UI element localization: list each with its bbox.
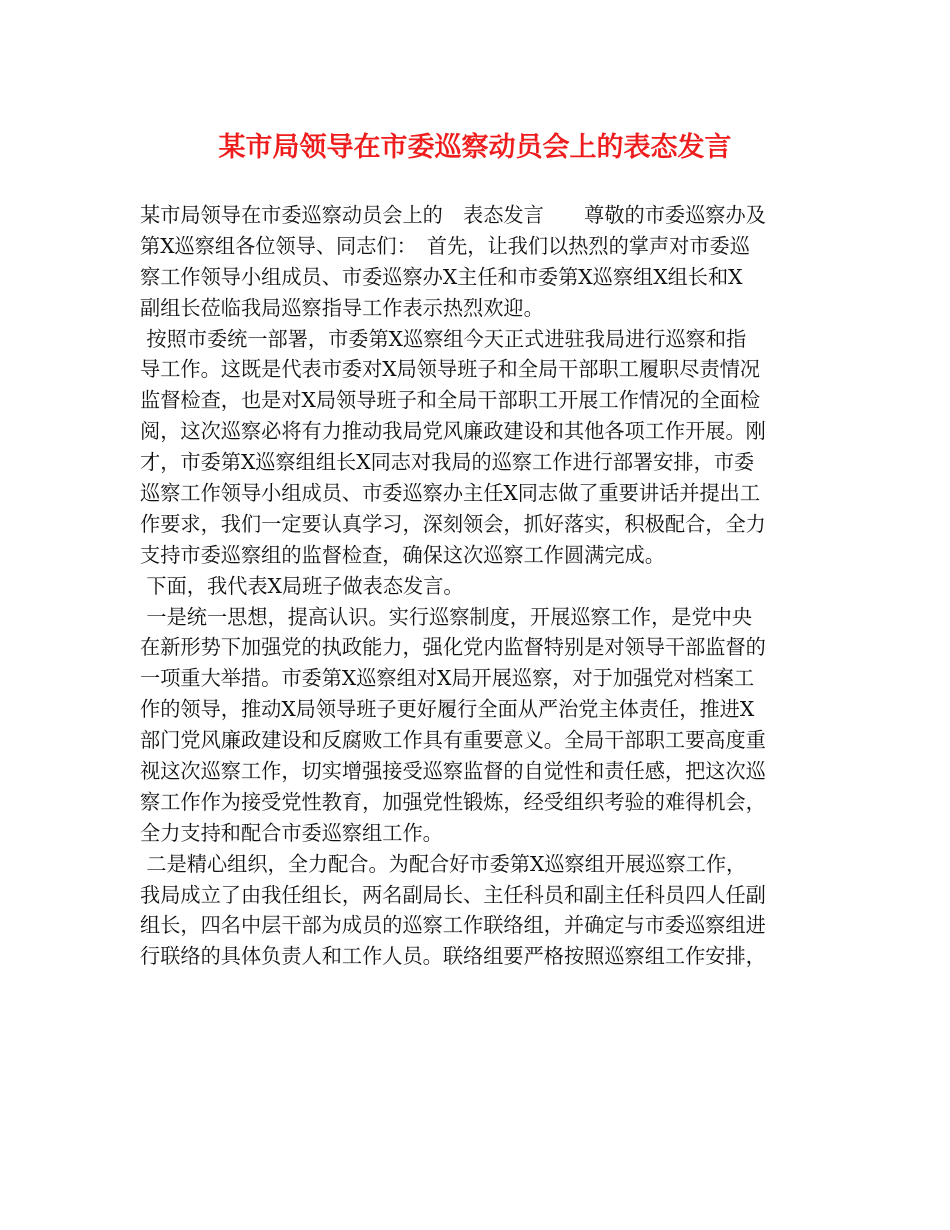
text-line: 部门党风廉政建设和反腐败工作具有重要意义。全局干部职工要高度重 xyxy=(140,728,766,753)
text-line: 监督检查，也是对X局领导班子和全局干部职工开展工作情况的全面检 xyxy=(140,388,761,413)
text-line: 我局成立了由我任组长，两名副局长、主任科员和副主任科员四人任副 xyxy=(140,882,766,907)
text-line: 某市局领导在市委巡察动员会上的 表态发言 尊敬的市委巡察办及 xyxy=(140,203,766,227)
text-line: 作要求，我们一定要认真学习，深刻领会，抓好落实，积极配合，全力 xyxy=(140,511,766,536)
text-line: 才，市委第X巡察组组长X同志对我局的巡察工作进行部署安排，市委 xyxy=(140,450,755,475)
text-line: 二是精心组织，全力配合。为配合好市委第X巡察组开展巡察工作， xyxy=(140,851,747,876)
text-line: 支持市委巡察组的监督检查，确保这次巡察工作圆满完成。 xyxy=(140,542,665,567)
text-line: 导工作。这既是代表市委对X局领导班子和全局干部职工履职尽责情况 xyxy=(140,357,761,382)
paragraph xyxy=(140,602,820,849)
text-line: 在新形势下加强党的执政能力，强化党内监督特别是对领导干部监督的 xyxy=(140,635,766,660)
text-line: 视这次巡察工作，切实增强接受巡察监督的自觉性和责任感，把这次巡 xyxy=(140,759,766,784)
text-line: 全力支持和配合市委巡察组工作。 xyxy=(140,820,443,845)
text-line: 按照市委统一部署，市委第X巡察组今天正式进驻我局进行巡察和指 xyxy=(140,326,747,351)
text-line: 一项重大举措。市委第X巡察组对X局开展巡察，对于加强党对档案工 xyxy=(140,666,755,691)
text-line: 察工作作为接受党性教育，加强党性锻炼，经受组织考验的难得机会， xyxy=(140,789,766,814)
paragraph xyxy=(140,849,820,973)
document-body xyxy=(140,200,820,972)
text-line: 一是统一思想，提高认识。实行巡察制度，开展巡察工作，是党中央 xyxy=(140,604,753,629)
document-title: 某市局领导在市委巡察动员会上的表态发言 xyxy=(218,132,732,163)
paragraph xyxy=(140,571,820,602)
text-line: 第X巡察组各位领导、同志们： 首先，让我们以热烈的掌声对市委巡 xyxy=(140,233,750,258)
text-line: 阅，这次巡察必将有力推动我局党风廉政建设和其他各项工作开展。刚 xyxy=(140,419,766,444)
text-line: 作的领导，推动X局领导班子更好履行全面从严治党主体责任，推进X xyxy=(140,697,755,722)
text-line: 下面，我代表X局班子做表态发言。 xyxy=(140,573,464,598)
text-line: 巡察工作领导小组成员、市委巡察办主任X同志做了重要讲话并提出工 xyxy=(140,481,761,506)
text-line: 副组长莅临我局巡察指导工作表示热烈欢迎。 xyxy=(140,295,544,320)
text-line: 组长，四名中层干部为成员的巡察工作联络组，并确定与市委巡察组进 xyxy=(140,913,766,938)
text-line: 察工作领导小组成员、市委巡察办X主任和市委第X巡察组X组长和X xyxy=(140,264,743,289)
text-line: 行联络的具体负责人和工作人员。联络组要严格按照巡察组工作安排， xyxy=(140,944,766,969)
paragraph xyxy=(140,200,820,324)
paragraph xyxy=(140,324,820,571)
